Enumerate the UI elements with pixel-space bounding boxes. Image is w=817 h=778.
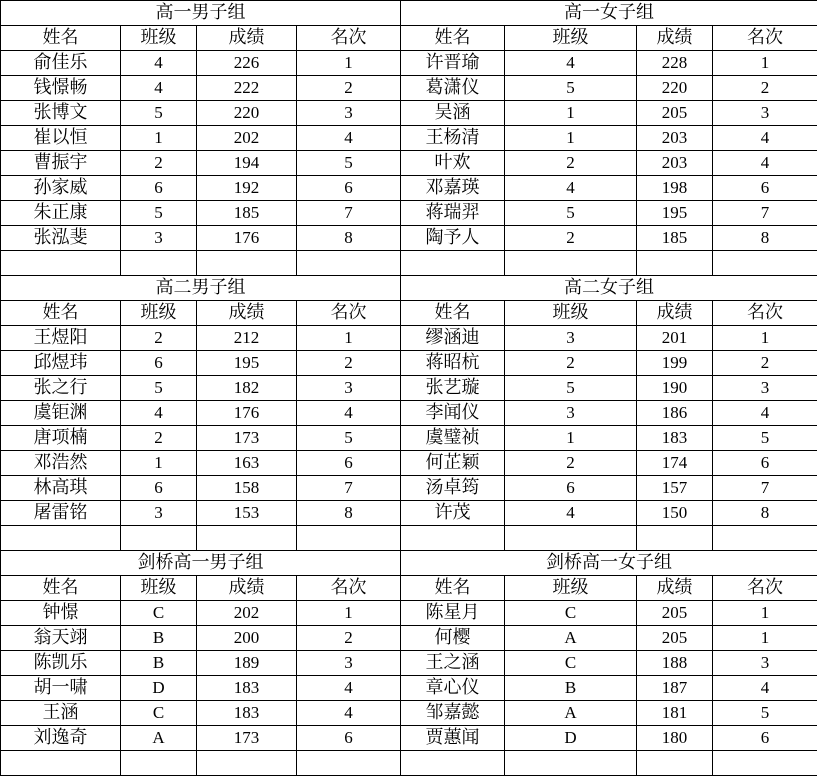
empty-cell — [1, 251, 121, 276]
name-cell: 张之行 — [1, 376, 121, 401]
rank-cell: 8 — [297, 226, 401, 251]
table-row — [1, 351, 817, 376]
score-cell: 195 — [197, 351, 297, 376]
score-cell: 176 — [197, 401, 297, 426]
class-cell: C — [505, 601, 637, 626]
class-cell: 5 — [121, 101, 197, 126]
class-cell: 3 — [505, 326, 637, 351]
empty-cell — [1, 526, 121, 551]
rank-cell: 6 — [297, 451, 401, 476]
group-title: 高二女子组 — [401, 276, 817, 301]
empty-cell — [505, 751, 637, 776]
empty-cell — [713, 251, 817, 276]
score-cell: 185 — [197, 201, 297, 226]
name-cell: 张泓斐 — [1, 226, 121, 251]
class-cell: 4 — [505, 51, 637, 76]
class-cell: A — [121, 726, 197, 751]
column-header: 姓名 — [401, 301, 505, 326]
column-header: 姓名 — [1, 576, 121, 601]
empty-cell — [713, 526, 817, 551]
table-row — [1, 476, 817, 501]
rank-cell: 2 — [297, 626, 401, 651]
score-cell: 203 — [637, 126, 713, 151]
score-cell: 200 — [197, 626, 297, 651]
rank-cell: 3 — [297, 376, 401, 401]
class-cell: 6 — [121, 176, 197, 201]
name-cell: 邓浩然 — [1, 451, 121, 476]
rank-cell: 2 — [713, 351, 817, 376]
class-cell: 4 — [505, 176, 637, 201]
column-header: 班级 — [505, 26, 637, 51]
name-cell: 蒋昭杭 — [401, 351, 505, 376]
rank-cell: 1 — [713, 326, 817, 351]
column-header: 名次 — [713, 26, 817, 51]
name-cell: 虞璧祯 — [401, 426, 505, 451]
rank-cell: 4 — [713, 401, 817, 426]
score-cell: 226 — [197, 51, 297, 76]
table-row — [1, 176, 817, 201]
column-header: 班级 — [121, 301, 197, 326]
rank-cell: 1 — [297, 601, 401, 626]
name-cell: 张博文 — [1, 101, 121, 126]
rank-cell: 4 — [297, 701, 401, 726]
rank-cell: 3 — [297, 101, 401, 126]
class-cell: 6 — [121, 476, 197, 501]
empty-cell — [121, 251, 197, 276]
column-header: 班级 — [505, 576, 637, 601]
rank-cell: 1 — [713, 51, 817, 76]
rank-cell: 8 — [713, 501, 817, 526]
rank-cell: 6 — [297, 176, 401, 201]
group-title: 高一男子组 — [1, 1, 401, 26]
class-cell: 4 — [121, 76, 197, 101]
rank-cell: 5 — [713, 426, 817, 451]
score-cell: 173 — [197, 426, 297, 451]
rank-cell: 3 — [297, 651, 401, 676]
group-title: 剑桥高一女子组 — [401, 551, 817, 576]
blank-row — [1, 526, 817, 551]
class-cell: C — [505, 651, 637, 676]
empty-cell — [637, 251, 713, 276]
class-cell: 3 — [121, 501, 197, 526]
name-cell: 林高琪 — [1, 476, 121, 501]
score-cell: 176 — [197, 226, 297, 251]
class-cell: 4 — [505, 501, 637, 526]
name-cell: 钟憬 — [1, 601, 121, 626]
rank-cell: 7 — [297, 201, 401, 226]
rank-cell: 3 — [713, 651, 817, 676]
rank-cell: 3 — [713, 101, 817, 126]
name-cell: 许茂 — [401, 501, 505, 526]
class-cell: 5 — [505, 376, 637, 401]
score-cell: 190 — [637, 376, 713, 401]
column-header: 成绩 — [197, 301, 297, 326]
class-cell: 1 — [505, 126, 637, 151]
class-cell: 4 — [121, 51, 197, 76]
empty-cell — [637, 751, 713, 776]
column-header-row — [1, 576, 817, 601]
table-row — [1, 451, 817, 476]
empty-cell — [297, 751, 401, 776]
score-cell: 201 — [637, 326, 713, 351]
score-cell: 158 — [197, 476, 297, 501]
name-cell: 刘逸奇 — [1, 726, 121, 751]
rank-cell: 5 — [297, 426, 401, 451]
name-cell: 王煜阳 — [1, 326, 121, 351]
rank-cell: 4 — [297, 676, 401, 701]
rank-cell: 1 — [713, 626, 817, 651]
table-row — [1, 626, 817, 651]
class-cell: 1 — [505, 426, 637, 451]
class-cell: 3 — [121, 226, 197, 251]
rank-cell: 7 — [713, 201, 817, 226]
class-cell: B — [121, 651, 197, 676]
class-cell: C — [121, 701, 197, 726]
score-cell: 181 — [637, 701, 713, 726]
group-title: 高二男子组 — [1, 276, 401, 301]
name-cell: 许晋瑜 — [401, 51, 505, 76]
table-row — [1, 51, 817, 76]
name-cell: 邱煜玮 — [1, 351, 121, 376]
rank-cell: 2 — [297, 351, 401, 376]
table-row — [1, 401, 817, 426]
score-cell: 205 — [637, 601, 713, 626]
score-cell: 205 — [637, 626, 713, 651]
name-cell: 翁天翊 — [1, 626, 121, 651]
table-row — [1, 701, 817, 726]
rank-cell: 8 — [297, 501, 401, 526]
rank-cell: 2 — [713, 76, 817, 101]
column-header: 名次 — [713, 301, 817, 326]
table-row — [1, 101, 817, 126]
empty-cell — [505, 526, 637, 551]
name-cell: 朱正康 — [1, 201, 121, 226]
table-row — [1, 76, 817, 101]
empty-cell — [121, 751, 197, 776]
class-cell: 2 — [121, 151, 197, 176]
score-cell: 150 — [637, 501, 713, 526]
class-cell: 6 — [121, 351, 197, 376]
name-cell: 张艺璇 — [401, 376, 505, 401]
blank-row — [1, 751, 817, 776]
name-cell: 俞佳乐 — [1, 51, 121, 76]
class-cell: 5 — [121, 201, 197, 226]
column-header-row — [1, 26, 817, 51]
score-cell: 183 — [637, 426, 713, 451]
class-cell: D — [505, 726, 637, 751]
rank-cell: 7 — [297, 476, 401, 501]
name-cell: 陈凯乐 — [1, 651, 121, 676]
empty-cell — [297, 251, 401, 276]
name-cell: 王之涵 — [401, 651, 505, 676]
empty-cell — [197, 751, 297, 776]
score-cell: 198 — [637, 176, 713, 201]
name-cell: 蒋瑞羿 — [401, 201, 505, 226]
group-title: 高一女子组 — [401, 1, 817, 26]
empty-cell — [401, 526, 505, 551]
score-cell: 183 — [197, 676, 297, 701]
score-cell: 220 — [197, 101, 297, 126]
table-row — [1, 326, 817, 351]
rank-cell: 1 — [297, 51, 401, 76]
rank-cell: 6 — [713, 176, 817, 201]
score-cell: 203 — [637, 151, 713, 176]
empty-cell — [197, 526, 297, 551]
score-cell: 153 — [197, 501, 297, 526]
class-cell: A — [505, 626, 637, 651]
name-cell: 陶予人 — [401, 226, 505, 251]
rank-cell: 7 — [713, 476, 817, 501]
rank-cell: 4 — [713, 676, 817, 701]
rank-cell: 3 — [713, 376, 817, 401]
section-title-row — [1, 276, 817, 301]
score-cell: 157 — [637, 476, 713, 501]
score-cell: 187 — [637, 676, 713, 701]
table-row — [1, 426, 817, 451]
score-cell: 163 — [197, 451, 297, 476]
class-cell: 2 — [505, 351, 637, 376]
score-cell: 228 — [637, 51, 713, 76]
score-cell: 180 — [637, 726, 713, 751]
name-cell: 何樱 — [401, 626, 505, 651]
name-cell: 孙家威 — [1, 176, 121, 201]
table-row — [1, 651, 817, 676]
column-header: 名次 — [297, 301, 401, 326]
column-header: 姓名 — [401, 576, 505, 601]
section-title-row — [1, 551, 817, 576]
class-cell: 5 — [121, 376, 197, 401]
rank-cell: 6 — [713, 451, 817, 476]
class-cell: 1 — [505, 101, 637, 126]
score-cell: 188 — [637, 651, 713, 676]
score-cell: 174 — [637, 451, 713, 476]
name-cell: 贾蕙闻 — [401, 726, 505, 751]
blank-row — [1, 251, 817, 276]
score-cell: 199 — [637, 351, 713, 376]
column-header-row — [1, 301, 817, 326]
column-header: 姓名 — [1, 26, 121, 51]
name-cell: 崔以恒 — [1, 126, 121, 151]
class-cell: D — [121, 676, 197, 701]
score-cell: 220 — [637, 76, 713, 101]
class-cell: 1 — [121, 126, 197, 151]
column-header: 班级 — [121, 576, 197, 601]
empty-cell — [505, 251, 637, 276]
class-cell: 6 — [505, 476, 637, 501]
score-cell: 222 — [197, 76, 297, 101]
class-cell: 3 — [505, 401, 637, 426]
class-cell: A — [505, 701, 637, 726]
score-cell: 185 — [637, 226, 713, 251]
column-header: 姓名 — [401, 26, 505, 51]
column-header: 成绩 — [197, 576, 297, 601]
name-cell: 缪涵迪 — [401, 326, 505, 351]
class-cell: 2 — [505, 226, 637, 251]
name-cell: 何芷颖 — [401, 451, 505, 476]
column-header: 成绩 — [637, 301, 713, 326]
name-cell: 胡一啸 — [1, 676, 121, 701]
empty-cell — [713, 751, 817, 776]
group-title: 剑桥高一男子组 — [1, 551, 401, 576]
column-header: 成绩 — [637, 26, 713, 51]
score-cell: 202 — [197, 601, 297, 626]
column-header: 姓名 — [1, 301, 121, 326]
rank-cell: 6 — [713, 726, 817, 751]
score-cell: 202 — [197, 126, 297, 151]
column-header: 成绩 — [197, 26, 297, 51]
class-cell: 2 — [505, 151, 637, 176]
table-row — [1, 376, 817, 401]
rank-cell: 5 — [713, 701, 817, 726]
name-cell: 邹嘉懿 — [401, 701, 505, 726]
name-cell: 虞钜渊 — [1, 401, 121, 426]
name-cell: 王杨清 — [401, 126, 505, 151]
name-cell: 李闻仪 — [401, 401, 505, 426]
table-row — [1, 726, 817, 751]
name-cell: 叶欢 — [401, 151, 505, 176]
name-cell: 章心仪 — [401, 676, 505, 701]
table-row — [1, 126, 817, 151]
column-header: 名次 — [297, 576, 401, 601]
class-cell: 2 — [121, 326, 197, 351]
name-cell: 邓嘉瑛 — [401, 176, 505, 201]
class-cell: 1 — [121, 451, 197, 476]
empty-cell — [197, 251, 297, 276]
class-cell: 2 — [505, 451, 637, 476]
rank-cell: 5 — [297, 151, 401, 176]
rank-cell: 1 — [713, 601, 817, 626]
column-header: 名次 — [297, 26, 401, 51]
table-row — [1, 226, 817, 251]
empty-cell — [401, 251, 505, 276]
name-cell: 王涵 — [1, 701, 121, 726]
rank-cell: 4 — [297, 401, 401, 426]
name-cell: 唐项楠 — [1, 426, 121, 451]
score-cell: 212 — [197, 326, 297, 351]
sheet-body — [1, 1, 817, 776]
class-cell: C — [121, 601, 197, 626]
name-cell: 曹振宇 — [1, 151, 121, 176]
score-cell: 186 — [637, 401, 713, 426]
name-cell: 吴涵 — [401, 101, 505, 126]
score-cell: 205 — [637, 101, 713, 126]
name-cell: 汤卓筠 — [401, 476, 505, 501]
rank-cell: 2 — [297, 76, 401, 101]
name-cell: 钱憬畅 — [1, 76, 121, 101]
table-row — [1, 201, 817, 226]
empty-cell — [297, 526, 401, 551]
table-row — [1, 501, 817, 526]
rank-cell: 1 — [297, 326, 401, 351]
class-cell: 2 — [121, 426, 197, 451]
rank-cell: 8 — [713, 226, 817, 251]
score-cell: 183 — [197, 701, 297, 726]
empty-cell — [1, 751, 121, 776]
name-cell: 陈星月 — [401, 601, 505, 626]
score-cell: 182 — [197, 376, 297, 401]
empty-cell — [637, 526, 713, 551]
table-row — [1, 601, 817, 626]
table-row — [1, 676, 817, 701]
table-row — [1, 151, 817, 176]
rank-cell: 4 — [713, 126, 817, 151]
score-cell: 173 — [197, 726, 297, 751]
class-cell: 5 — [505, 201, 637, 226]
empty-cell — [121, 526, 197, 551]
class-cell: B — [505, 676, 637, 701]
class-cell: 4 — [121, 401, 197, 426]
column-header: 名次 — [713, 576, 817, 601]
rank-cell: 6 — [297, 726, 401, 751]
empty-cell — [401, 751, 505, 776]
name-cell: 葛潇仪 — [401, 76, 505, 101]
section-title-row — [1, 1, 817, 26]
class-cell: 5 — [505, 76, 637, 101]
column-header: 班级 — [121, 26, 197, 51]
score-cell: 194 — [197, 151, 297, 176]
column-header: 班级 — [505, 301, 637, 326]
class-cell: B — [121, 626, 197, 651]
score-cell: 192 — [197, 176, 297, 201]
column-header: 成绩 — [637, 576, 713, 601]
score-cell: 189 — [197, 651, 297, 676]
rank-cell: 4 — [713, 151, 817, 176]
rank-cell: 4 — [297, 126, 401, 151]
name-cell: 屠雷铭 — [1, 501, 121, 526]
score-cell: 195 — [637, 201, 713, 226]
